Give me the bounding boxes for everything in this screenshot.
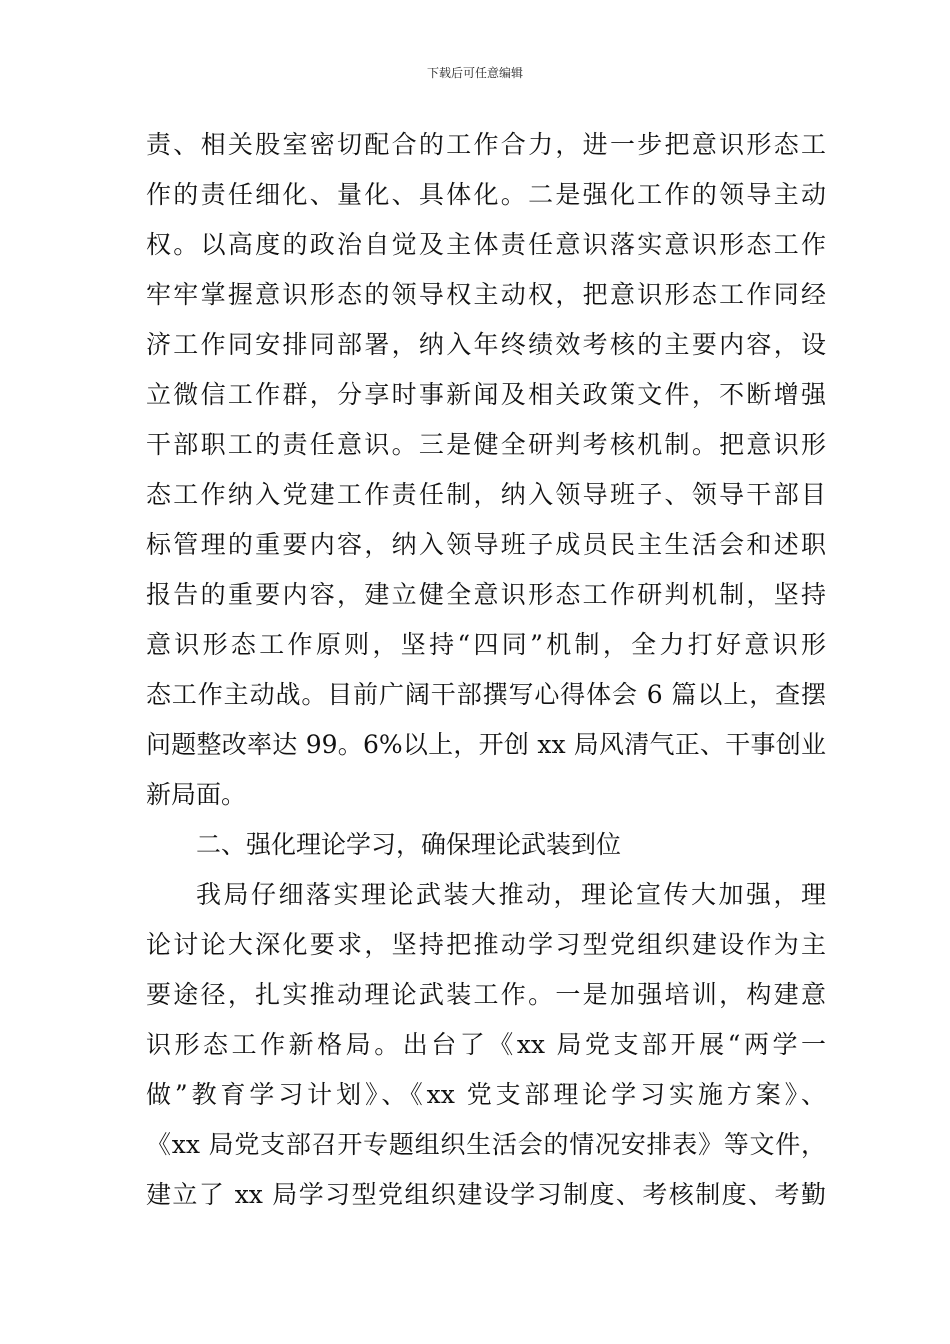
text-line: 识形态工作新格局。出台了《xx 局党支部开展“两学一: [146, 1030, 826, 1059]
text-line: 意识形态工作原则，坚持“四同”机制，全力打好意识形: [146, 630, 826, 659]
text-line: 报告的重要内容，建立健全意识形态工作研判机制，坚持: [146, 580, 826, 609]
document-body: [146, 120, 826, 1220]
text-line: 标管理的重要内容，纳入领导班子成员民主生活会和述职: [146, 530, 826, 559]
text-line: 牢牢掌握意识形态的领导权主动权，把意识形态工作同经: [146, 280, 826, 309]
text-line: 权。以高度的政治自觉及主体责任意识落实意识形态工作: [146, 230, 826, 259]
text-line: 干部职工的责任意识。三是健全研判考核机制。把意识形: [146, 430, 826, 459]
page-header: 下载后可任意编辑: [426, 66, 523, 80]
text-line: 问题整改率达 99。6%以上，开创 xx 局风清气正、干事创业: [146, 730, 826, 759]
text-line: 态工作纳入党建工作责任制，纳入领导班子、领导干部目: [146, 480, 826, 509]
text-line: 我局仔细落实理论武装大推动，理论宣传大加强，理: [196, 880, 826, 909]
text-line: 济工作同安排同部署，纳入年终绩效考核的主要内容，设: [146, 330, 826, 359]
text-line: 要途径，扎实推动理论武装工作。一是加强培训，构建意: [146, 980, 826, 1009]
text-line: 二、强化理论学习，确保理论武装到位: [196, 830, 622, 859]
text-line: 作的责任细化、量化、具体化。二是强化工作的领导主动: [146, 180, 826, 209]
text-line: 态工作主动战。目前广阔干部撰写心得体会 6 篇以上，查摆: [146, 680, 826, 709]
text-line: 论讨论大深化要求，坚持把推动学习型党组织建设作为主: [146, 930, 826, 959]
text-line: 做”教育学习计划》、《xx 党支部理论学习实施方案》、: [146, 1080, 826, 1109]
text-line: 立微信工作群，分享时事新闻及相关政策文件，不断增强: [146, 380, 826, 409]
text-line: 新局面。: [146, 780, 247, 809]
text-line: 责、相关股室密切配合的工作合力，进一步把意识形态工: [146, 130, 826, 159]
text-line: 建立了 xx 局学习型党组织建设学习制度、考核制度、考勤: [146, 1180, 826, 1209]
text-line: 《xx 局党支部召开专题组织生活会的情况安排表》等文件，: [146, 1130, 826, 1159]
